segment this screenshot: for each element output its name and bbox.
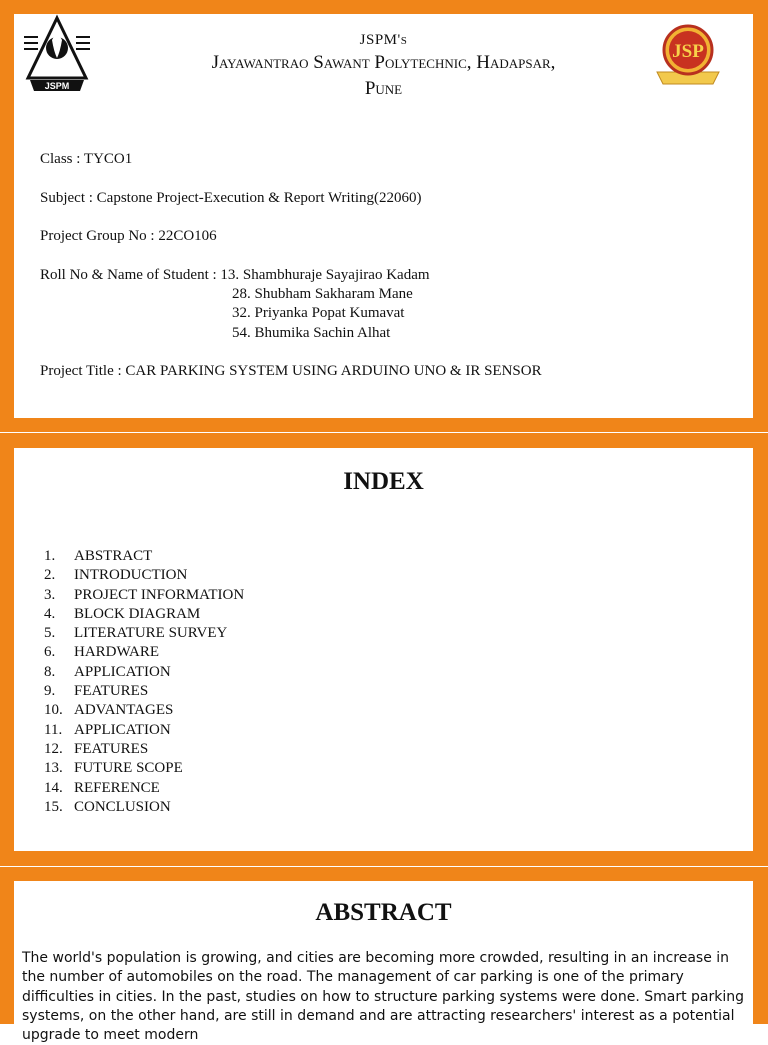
- index-item-number: 13.: [44, 760, 63, 777]
- index-item-label: ABSTRACT: [74, 548, 153, 564]
- index-item: [44, 624, 244, 643]
- index-item-label: LITERATURE SURVEY: [74, 625, 228, 642]
- student-line: [40, 324, 542, 343]
- index-item: [44, 682, 244, 701]
- index-item-label: APPLICATION: [74, 663, 171, 680]
- index-item-number: 1.: [44, 548, 56, 564]
- title-slide: [0, 0, 768, 432]
- index-list: [44, 547, 244, 817]
- index-heading: INDEX: [343, 468, 424, 495]
- index-item-label: PROJECT INFORMATION: [74, 586, 245, 603]
- student-name: 13. Shambhuraje Sayajirao Kadam: [220, 266, 430, 283]
- roll-label: Roll No & Name of Student :: [40, 266, 221, 283]
- index-item: [44, 566, 244, 585]
- index-item: [44, 643, 244, 662]
- index-item-number: 11.: [44, 721, 63, 738]
- index-item-number: 12.: [44, 740, 63, 757]
- student-line: [40, 304, 542, 323]
- index-item-label: APPLICATION: [74, 721, 171, 738]
- index-item: [44, 740, 244, 759]
- student-name: 28. Shubham Sakharam Mane: [232, 286, 413, 303]
- index-slide-content: [14, 448, 753, 851]
- index-item-number: 10.: [44, 702, 63, 719]
- institute-name-line2: Pune: [364, 78, 403, 99]
- index-item: [44, 721, 244, 740]
- institute-subtitle: JSPM's: [359, 32, 408, 48]
- index-item: [44, 605, 244, 624]
- index-item: [44, 759, 244, 778]
- index-item-label: REFERENCE: [74, 779, 160, 796]
- index-item-number: 5.: [44, 625, 56, 642]
- project-title-line: Project Title : CAR PARKING SYSTEM USING ARDUINO UNO & IR SENSOR: [40, 363, 542, 380]
- jsp-logo-text: JSP: [672, 41, 704, 62]
- student-name: 54. Bhumika Sachin Alhat: [232, 324, 391, 341]
- index-item: [44, 779, 244, 798]
- class-line: Class : TYCO1: [40, 151, 133, 167]
- index-item: [44, 798, 244, 817]
- group-line: Project Group No : 22CO106: [40, 228, 217, 245]
- index-item-number: 9.: [44, 683, 56, 700]
- index-item: [44, 663, 244, 682]
- index-item-number: 8.: [44, 663, 56, 680]
- jspm-logo-icon: [22, 14, 92, 94]
- index-item: [44, 547, 244, 566]
- index-item-number: 14.: [44, 779, 63, 796]
- index-item-label: HARDWARE: [74, 644, 159, 661]
- jsp-logo-icon: [653, 22, 723, 92]
- index-item: [44, 701, 244, 720]
- index-item-label: FUTURE SCOPE: [74, 760, 183, 777]
- index-item-number: 15.: [44, 798, 63, 815]
- student-line: [40, 285, 542, 304]
- student-name: 32. Priyanka Popat Kumavat: [232, 305, 405, 322]
- index-item-label: FEATURES: [74, 683, 149, 700]
- abstract-heading: ABSTRACT: [315, 899, 452, 926]
- project-details: [40, 150, 542, 401]
- abstract-slide-content: [14, 881, 753, 1044]
- jspm-logo-text: JSPM: [44, 81, 70, 91]
- abstract-slide: [0, 867, 768, 1044]
- index-slide: [0, 433, 768, 866]
- index-item-label: ADVANTAGES: [74, 702, 174, 719]
- index-item-label: INTRODUCTION: [74, 567, 188, 584]
- index-item-number: 3.: [44, 586, 56, 603]
- index-item-label: CONCLUSION: [74, 798, 171, 815]
- index-item-label: BLOCK DIAGRAM: [74, 605, 201, 622]
- index-item-number: 6.: [44, 644, 56, 661]
- index-item-number: 4.: [44, 605, 56, 622]
- abstract-paragraph: The world's population is growing, and cities are becoming more crowded, resulting in an increase in the number of automobiles on the road. The management of car parking is one of the primary difficulties in cities. In the past, studies on how to structure parking systems were done. Smart parking systems, on the other hand, are still in demand and are attracting researchers' interest as a potential upgrade to meet modern: [22, 950, 745, 1044]
- index-item-number: 2.: [44, 567, 56, 584]
- index-item-label: FEATURES: [74, 740, 149, 757]
- index-item: [44, 586, 244, 605]
- title-slide-content: [14, 14, 753, 418]
- subject-line: Subject : Capstone Project-Execution & Report Writing(22060): [40, 189, 422, 206]
- student-line: [40, 266, 542, 285]
- institute-header: [134, 32, 633, 101]
- students-block: [40, 266, 542, 343]
- institute-name-line1: Jayawantrao Sawant Polytechnic, Hadapsar,: [211, 52, 556, 73]
